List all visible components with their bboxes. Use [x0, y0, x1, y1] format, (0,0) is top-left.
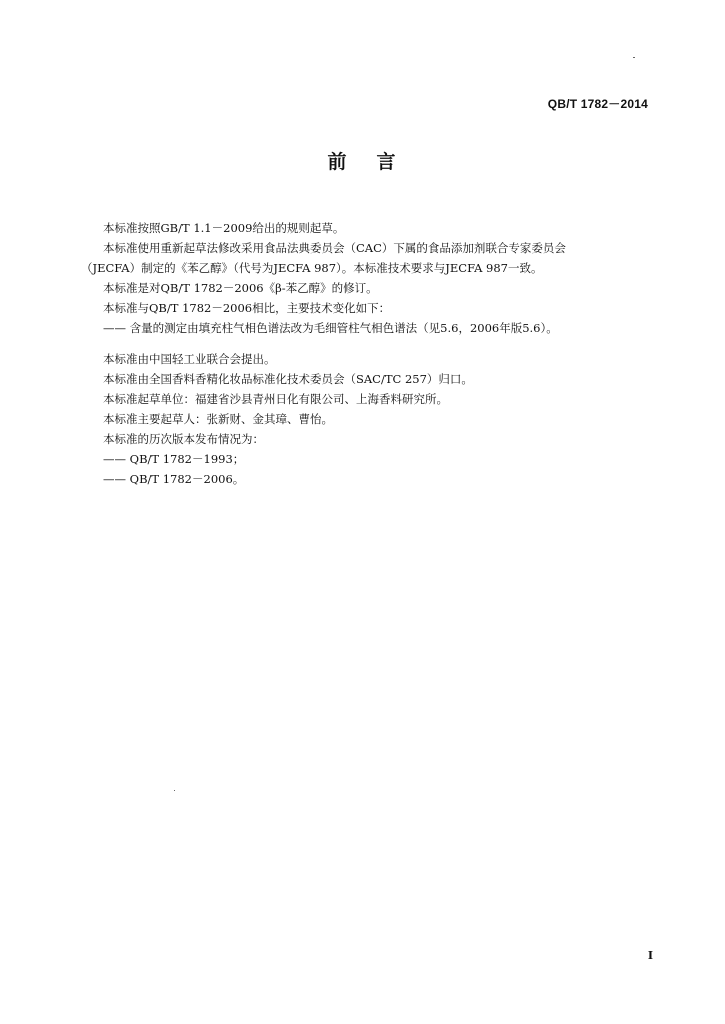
info-proposed-by: 本标准由中国轻工业联合会提出。 [103, 352, 276, 366]
info-drafters: 本标准主要起草人：张新财、金其璋、曹怡。 [103, 412, 333, 426]
paragraph-change-item: —— 含量的测定由填充柱气相色谱法改为毛细管柱气相色谱法（见5.6，2006年版5.6）。 [103, 321, 558, 335]
title-char-2: 言 [376, 151, 398, 173]
info-history-heading: 本标准的历次版本发布情况为： [103, 432, 264, 446]
info-history-2006: —— QB/T 1782－2006。 [103, 472, 245, 486]
paragraph-adoption-continued: （JECFA）制定的《苯乙醇》（代号为JECFA 987）。本标准技术要求与JECFA 987一致。 [81, 261, 543, 275]
paragraph-revision: 本标准是对QB/T 1782－2006《β-苯乙醇》的修订。 [103, 281, 378, 295]
scan-speck [633, 57, 635, 58]
paragraph-drafting-rules: 本标准按照GB/T 1.1－2009给出的规则起草。 [103, 221, 345, 235]
info-under-jurisdiction: 本标准由全国香料香精化妆品标准化技术委员会（SAC/TC 257）归口。 [103, 372, 473, 386]
scan-speck [174, 790, 175, 791]
info-history-1993: —— QB/T 1782－1993； [103, 452, 245, 466]
page-title [0, 147, 725, 174]
foreword-paragraphs [81, 218, 659, 338]
title-char-1: 前 [327, 151, 349, 173]
standard-code: QB/T 1782－2014 [547, 97, 648, 111]
paragraph-changes: 本标准与QB/T 1782－2006相比，主要技术变化如下： [103, 301, 391, 315]
foreword-info [84, 349, 659, 489]
page-number: I [647, 949, 653, 962]
paragraph-adoption: 本标准使用重新起草法修改采用食品法典委员会（CAC）下属的食品添加剂联合专家委员会 [103, 241, 566, 255]
info-drafting-units: 本标准起草单位：福建省沙县青州日化有限公司、上海香料研究所。 [103, 392, 448, 406]
